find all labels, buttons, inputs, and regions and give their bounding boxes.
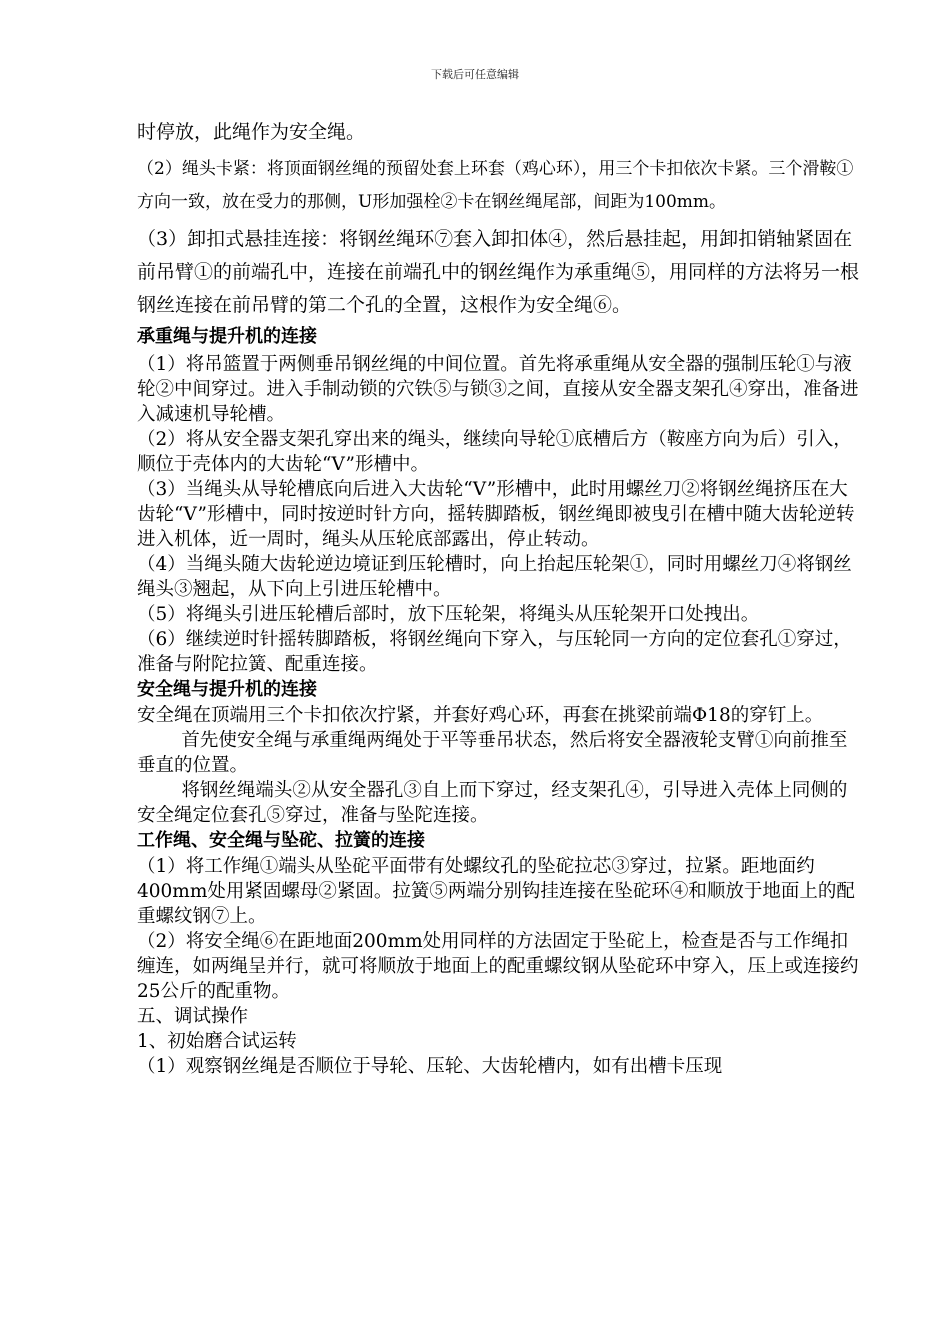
section-heading-weights: 工作绳、安全绳与坠砣、拉簧的连接: [137, 830, 425, 851]
paragraph-step-6: （6）继续逆时针摇转脚踏板，将钢丝绳向下穿入，与压轮同一方向的定位套孔①穿过，准备与附陀拉簧、配重连接。: [137, 629, 852, 675]
section-heading-safety-rope: 安全绳与提升机的连接: [137, 679, 317, 700]
document-body: [137, 116, 863, 1079]
paragraph-shackle-connection: （3）卸扣式悬挂连接：将钢丝绳环⑦套入卸扣体④，然后悬挂起，用卸扣销轴紧固在前吊臂①的前端孔中，连接在前端孔中的钢丝绳作为承重绳⑤，用同样的方法将另一根钢丝连接在前吊臂的第二个孔的全置，这根作为安全绳⑥。: [137, 228, 860, 316]
paragraph-safety-rope-thread: 将钢丝绳端头②从安全器孔③自上而下穿过，经支架孔④，引导进入壳体上同侧的安全绳定位套孔⑤穿过，准备与坠陀连接。: [137, 780, 848, 826]
paragraph-step-4: （4）当绳头随大齿轮逆边境证到压轮槽时，向上抬起压轮架①，同时用螺丝刀④将钢丝绳头③翘起，从下向上引进压轮槽中。: [137, 554, 852, 600]
section-heading-debug: 五、调试操作: [137, 1006, 249, 1027]
paragraph-safety-rope-top: 安全绳在顶端用三个卡扣依次拧紧，并套好鸡心环，再套在挑梁前端Φ18的穿钉上。: [137, 705, 824, 726]
page-header-note: 下载后可任意编辑: [431, 68, 519, 81]
paragraph-rope-clamp: （2）绳头卡紧：将顶面钢丝绳的预留处套上环套（鸡心环），用三个卡扣依次卡紧。三个滑鞍①方向一致，放在受力的那侧，U形加强栓②卡在钢丝绳尾部，间距为100mm。: [137, 159, 854, 212]
paragraph-step-3: （3）当绳头从导轮槽底向后进入大齿轮“V”形槽中，此时用螺丝刀②将钢丝绳挤压在大齿轮“V”形槽中，同时按逆时针方向，摇转脚踏板，钢丝绳即被曳引在槽中随大齿轮逆转进入机体，近一周时，绳头从压轮底部露出，停止转动。: [137, 479, 855, 550]
section-heading-load-rope: 承重绳与提升机的连接: [137, 326, 317, 347]
subheading-initial-run: 1、初始磨合试运转: [137, 1031, 297, 1052]
paragraph-step-1: （1）将吊篮置于两侧垂吊钢丝绳的中间位置。首先将承重绳从安全器的强制压轮①与液轮②中间穿过。进入手制动锁的穴铁⑤与锁③之间，直接从安全器支架孔④穿出，准备进入减速机导轮槽。: [137, 354, 859, 425]
paragraph-observe-rope: （1）观察钢丝绳是否顺位于导轮、压轮、大齿轮槽内，如有出槽卡压现: [137, 1056, 723, 1077]
paragraph-continuation: 时停放，此绳作为安全绳。: [137, 121, 366, 143]
paragraph-weights-1: （1）将工作绳①端头从坠砣平面带有处螺纹孔的坠砣拉芯③穿过，拉紧。距地面约400mm处用紧固螺母②紧固。拉簧⑤两端分别钩挂连接在坠砣环④和顺放于地面上的配重螺纹钢⑦上。: [137, 856, 855, 927]
paragraph-weights-2: （2）将安全绳⑥在距地面200mm处用同样的方法固定于坠砣上，检查是否与工作绳扣缠连，如两绳呈并行，就可将顺放于地面上的配重螺纹钢从坠砣环中穿入，压上或连接约25公斤的配重物。: [137, 931, 859, 1002]
paragraph-safety-rope-first: 首先使安全绳与承重绳两绳处于平等垂吊状态，然后将安全器液轮支臂①向前推至垂直的位置。: [137, 730, 848, 776]
paragraph-step-2: （2）将从安全器支架孔穿出来的绳头，继续向导轮①底槽后方（鞍座方向为后）引入，顺位于壳体内的大齿轮“V”形槽中。: [137, 429, 852, 475]
paragraph-step-5: （5）将绳头引进压轮槽后部时，放下压轮架，将绳头从压轮架开口处拽出。: [137, 604, 760, 625]
